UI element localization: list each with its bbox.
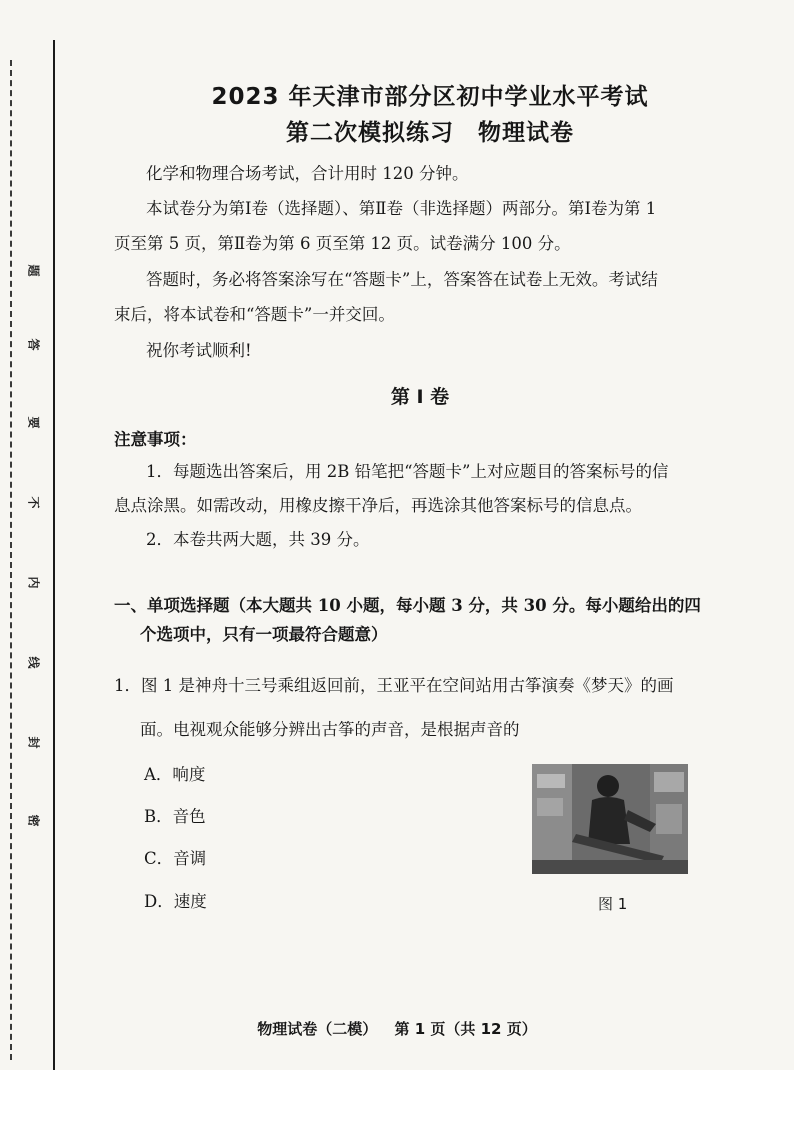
part-heading: 一、单项选择题（本大题共 10 小题，每小题 3 分，共 30 分。每小题给出的四 [114,596,701,615]
page-bottom-background [0,1070,794,1124]
binding-char: 要 [26,416,41,429]
binding-char: 密 [26,814,41,827]
intro-line: 化学和物理合场考试，合计用时 120 分钟。 [146,164,469,183]
figure-1-caption: 图 1 [598,895,628,913]
binding-char: 答 [26,338,41,351]
binding-char: 封 [26,736,41,749]
exam-title: 2023 年天津市部分区初中学业水平考试 [211,84,649,110]
option-c: C．音调 [144,849,207,868]
binding-char: 题 [26,264,41,277]
intro-line: 本试卷分为第Ⅰ卷（选择题）、第Ⅱ卷（非选择题）两部分。第Ⅰ卷为第 1 [146,199,657,218]
subtitle-practice: 第二次模拟练习 [286,120,454,146]
page-footer [0,1018,794,1039]
question-stem: 面。电视观众能够分辨出古筝的声音，是根据声音的 [140,720,520,739]
part-heading: 个选项中，只有一项最符合题意） [140,625,388,644]
binding-char: 线 [26,656,41,669]
figure-1-photo [532,764,688,874]
option-b: B．音色 [144,807,206,826]
binding-char: 不 [26,496,41,509]
intro-line: 祝你考试顺利! [146,341,252,360]
exam-subtitle [150,114,710,147]
option-d: D．速度 [144,892,207,911]
binding-char: 内 [26,576,41,589]
notice-item: 2．本卷共两大题，共 39 分。 [146,530,370,549]
option-a: A．响度 [144,765,206,784]
notice-item: 1．每题选出答案后，用 2B 铅笔把“答题卡”上对应题目的答案标号的信 [146,462,669,481]
footer-title: 物理试卷（二模） [257,1020,378,1038]
photo-image [532,764,688,874]
intro-line: 束后，将本试卷和“答题卡”一并交回。 [114,305,395,324]
question-stem: 1．图 1 是神舟十三号乘组返回前，王亚平在空间站用古筝演奏《梦天》的画 [114,676,674,695]
intro-line: 答题时，务必将答案涂写在“答题卡”上，答案答在试卷上无效。考试结 [146,270,658,289]
intro-line: 页至第 5 页，第Ⅱ卷为第 6 页至第 12 页。试卷满分 100 分。 [114,234,571,253]
notice-heading: 注意事项： [114,430,197,449]
subtitle-subject: 物理试卷 [478,120,574,146]
footer-page-number: 第 1 页（共 12 页） [394,1020,537,1038]
section-title: 第 Ⅰ 卷 [390,386,450,408]
notice-item: 息点涂黑。如需改动，用橡皮擦干净后，再选涂其他答案标号的信息点。 [114,496,642,515]
